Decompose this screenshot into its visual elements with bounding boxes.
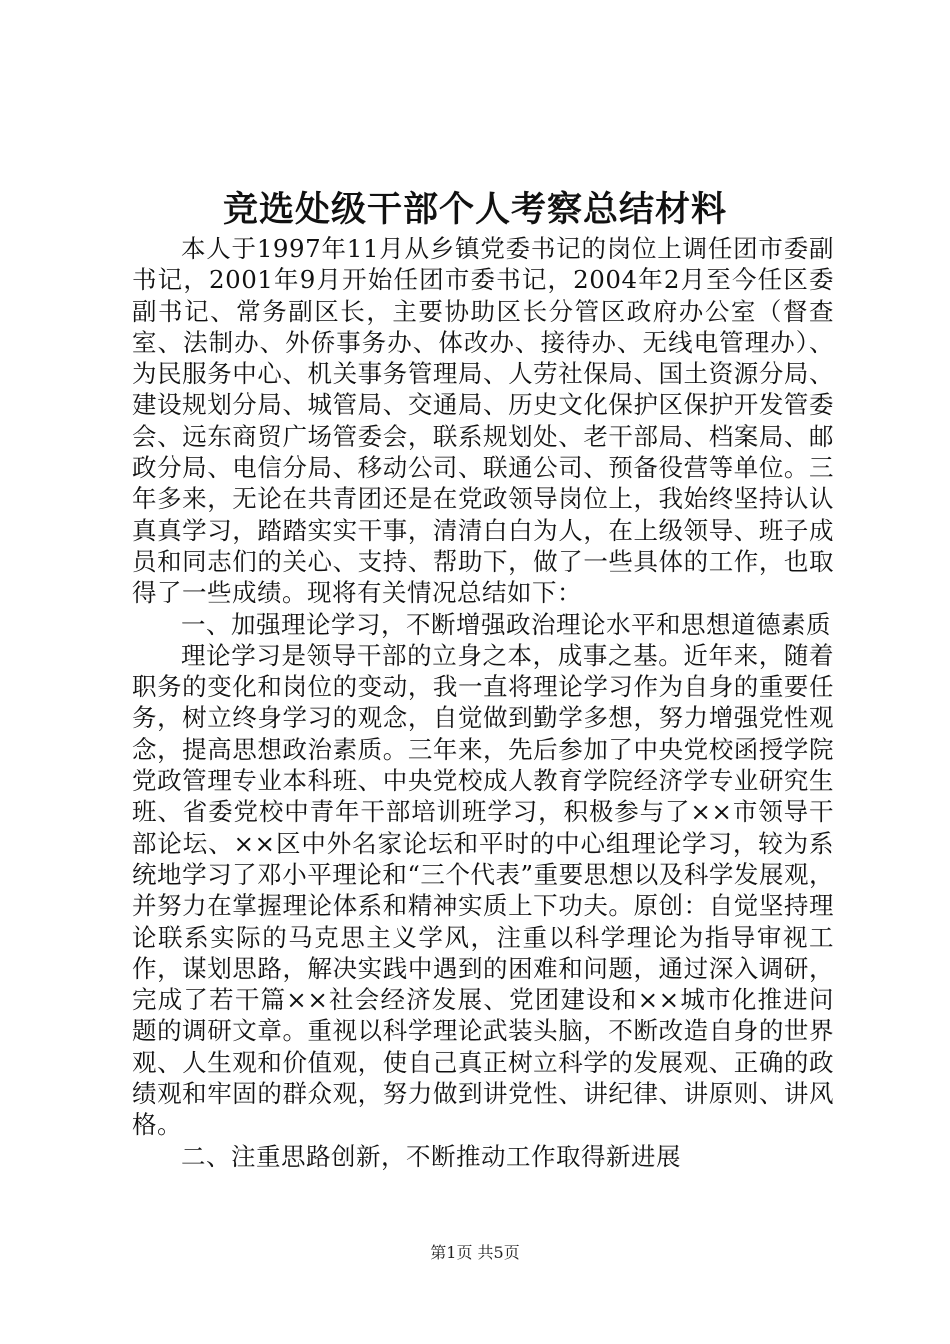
document-title: 竞选处级干部个人考察总结材料 <box>222 189 727 230</box>
section-heading-1: 一、加强理论学习，不断增强政治理论水平和思想道德素质 <box>181 609 831 639</box>
paragraph-theory-study: 理论学习是领导干部的立身之本，成事之基。近年来，随着职务的变化和岗位的变动，我一直将理论学习作为自身的重要任务，树立终身学习的观念，自觉做到勤学多想，努力增强党性观念，提高思想政治素质。三年来，先后参加了中央党校函授学院党政管理专业本科班、中央党校成人教育学院经济学专业研究生班、省委党校中青年干部培训班学习，积极参与了××市领导干部论坛、××区中外名家论坛和平时的中心组理论学习，较为系统地学习了邓小平理论和“三个代表”重要思想以及科学发展观，并努力在掌握理论体系和精神实质上下功夫。原创：自觉坚持理论联系实际的马克思主义学风，注重以科学理论为指导审视工作，谋划思路，解决实践中遇到的困难和问题，通过深入调研，完成了若干篇××社会经济发展、党团建设和××城市化推进问题的调研文章。重视以科学理论武装头脑，不断改造自身的世界观、人生观和价值观，使自己真正树立科学的发展观、正确的政绩观和牢固的群众观，努力做到讲党性、讲纪律、讲原则、讲风格。 <box>132 640 834 1140</box>
section-heading-2: 二、注重思路创新，不断推动工作取得新进展 <box>181 1141 681 1171</box>
page-footer: 第1页 共5页 <box>430 1243 520 1262</box>
document-body <box>132 233 834 1172</box>
paragraph-intro: 本人于1997年11月从乡镇党委书记的岗位上调任团市委副书记，2001年9月开始任团市委书记，2004年2月至今任区委副书记、常务副区长，主要协助区长分管区政府办公室（督查室、法制办、外侨事务办、体改办、接待办、无线电管理办）、为民服务中心、机关事务管理局、人劳社保局、国土资源分局、建设规划分局、城管局、交通局、历史文化保护区保护开发管委会、远东商贸广场管委会，联系规划处、老干部局、档案局、邮政分局、电信分局、移动公司、联通公司、预备役营等单位。三年多来，无论在共青团还是在党政领导岗位上，我始终坚持认认真真学习，踏踏实实干事，清清白白为人，在上级领导、班子成员和同志们的关心、支持、帮助下，做了一些具体的工作，也取得了一些成绩。现将有关情况总结如下： <box>132 234 834 608</box>
